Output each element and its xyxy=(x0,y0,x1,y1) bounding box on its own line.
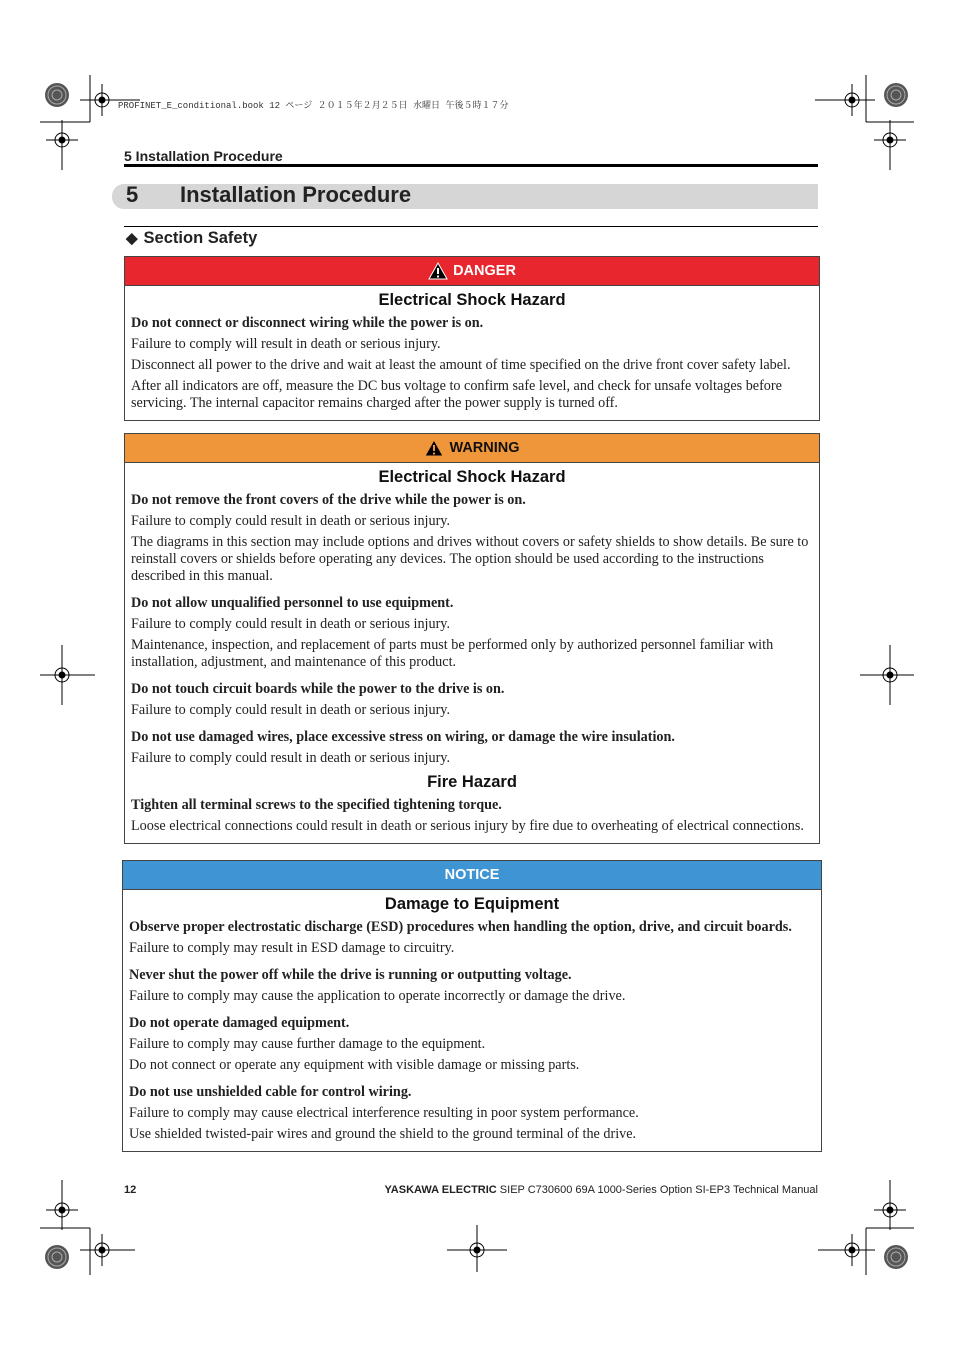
warning-paragraph: Failure to comply could result in death or serious injury. xyxy=(131,616,451,632)
notice-paragraph: Failure to comply may result in ESD damage to circuitry. xyxy=(129,940,455,956)
notice-paragraph: Use shielded twisted-pair wires and ground the shield to the ground terminal of the drive. xyxy=(129,1126,637,1142)
notice-paragraph: Never shut the power off while the drive is running or outputting voltage. xyxy=(129,967,572,983)
danger-label: DANGER xyxy=(453,263,516,279)
footer-manual: SIEP C730600 69A 1000-Series Option SI-EP3 Technical Manual xyxy=(496,1184,818,1196)
notice-paragraph: Do not operate damaged equipment. xyxy=(129,1015,350,1031)
chapter-number: 5 xyxy=(126,182,139,207)
notice-paragraph: Failure to comply may cause further damage to the equipment. xyxy=(129,1036,486,1052)
warning-paragraph: Loose electrical connections could result in death or serious injury by fire due to overheating of electrical connections. xyxy=(131,818,804,834)
notice-paragraph: Observe proper electrostatic discharge (ESD) procedures when handling the option, drive, and circuit boards. xyxy=(129,919,792,935)
notice-paragraph: Do not connect or operate any equipment with visible damage or missing parts. xyxy=(129,1057,580,1073)
warning-hazard-title-1: Electrical Shock Hazard xyxy=(378,468,566,486)
danger-hazard-title: Electrical Shock Hazard xyxy=(378,291,566,309)
warning-paragraph: Failure to comply could result in death or serious injury. xyxy=(131,513,451,529)
section-title: Section Safety xyxy=(143,229,258,247)
danger-paragraph: Disconnect all power to the drive and wait at least the amount of time specified on the drive front cover safety label. xyxy=(131,357,791,373)
chapter-title: Installation Procedure xyxy=(180,182,412,207)
warning-paragraph: Do not allow unqualified personnel to use equipment. xyxy=(131,595,454,611)
warning-paragraph: Maintenance, inspection, and replacement of parts must be performed only by authorized personnel familiar with installation, adjustment, and maintenance of this product. xyxy=(131,637,774,670)
footer-brand: YASKAWA ELECTRIC xyxy=(384,1184,497,1196)
notice-paragraph: Do not use unshielded cable for control wiring. xyxy=(129,1084,412,1100)
danger-paragraph: Do not connect or disconnect wiring while the power is on. xyxy=(131,315,484,331)
diamond-bullet-icon: ◆ xyxy=(126,230,138,247)
print-info: PROFINET_E_conditional.book 12 ページ ２０１５年２月２５日 水曜日 午後５時１７分 xyxy=(118,101,509,111)
notice-paragraph: Failure to comply may cause the application to operate incorrectly or damage the drive. xyxy=(129,988,626,1004)
warning-paragraph: Tighten all terminal screws to the specified tightening torque. xyxy=(131,797,502,813)
warning-paragraph: The diagrams in this section may include options and drives without covers or safety shields to show details. Be sure to reinstall covers or shields before operating any devices. The option should be used according to the instructions described in this manual. xyxy=(131,534,809,584)
warning-label: WARNING xyxy=(449,440,520,456)
notice-hazard-title: Damage to Equipment xyxy=(384,895,560,913)
notice-label: NOTICE xyxy=(444,867,500,883)
warning-paragraph: Do not touch circuit boards while the power to the drive is on. xyxy=(131,681,505,697)
warning-paragraph: Do not remove the front covers of the drive while the power is on. xyxy=(131,492,526,508)
warning-paragraph: Failure to comply could result in death or serious injury. xyxy=(131,750,451,766)
danger-paragraph: After all indicators are off, measure the DC bus voltage to confirm safe level, and check for unsafe voltages before servicing. The internal capacitor remains charged after the power supply is turned off. xyxy=(131,378,782,411)
running-head: 5 Installation Procedure xyxy=(124,148,283,164)
page-number: 12 xyxy=(124,1184,137,1196)
warning-paragraph: Do not use damaged wires, place excessive stress on wiring, or damage the wire insulation. xyxy=(131,729,675,745)
danger-paragraph: Failure to comply will result in death or serious injury. xyxy=(131,336,441,352)
notice-paragraph: Failure to comply may cause electrical interference resulting in poor system performance. xyxy=(129,1105,639,1121)
warning-hazard-title-2: Fire Hazard xyxy=(427,773,517,791)
warning-paragraph: Failure to comply could result in death or serious injury. xyxy=(131,702,451,718)
